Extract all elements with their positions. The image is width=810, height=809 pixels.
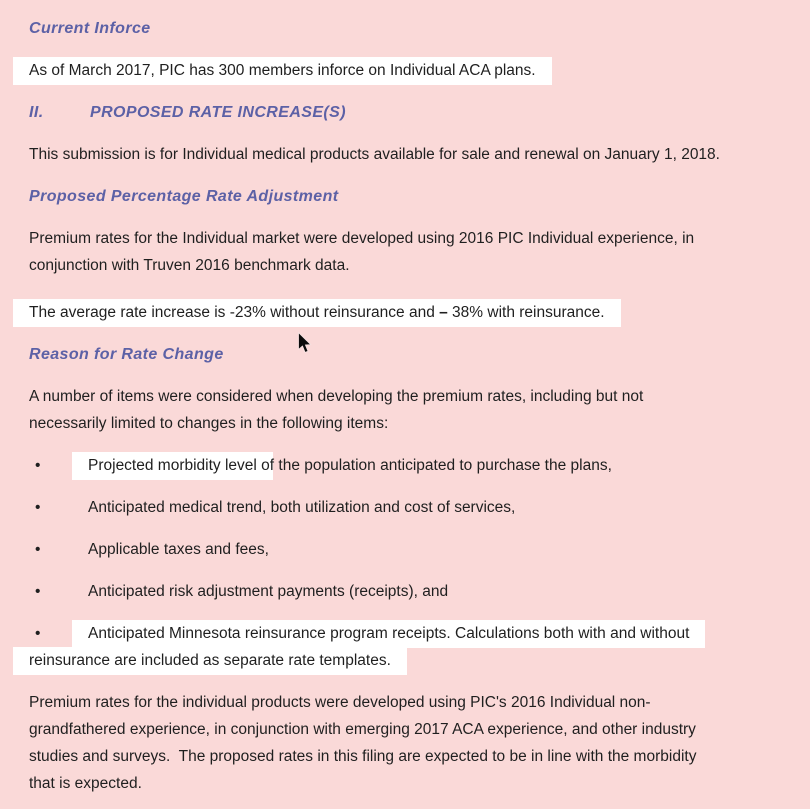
text-run: Anticipated medical trend, both utilization and cost of services,: [88, 499, 516, 516]
text-run: of the population anticipated to purchase the plans,: [256, 457, 612, 474]
heading-text: Proposed Percentage Rate Adjustment: [29, 188, 339, 205]
bullet-item-line: [29, 536, 781, 563]
bullet-marker: •: [35, 583, 41, 600]
submission-scope-paragraph: [29, 141, 781, 168]
bullet-taxes-fees: [29, 536, 781, 563]
paragraph-line: [29, 689, 781, 716]
text-run: This submission is for Individual medical products available for sale and renewal on January 1, 2018.: [29, 146, 720, 163]
text-run: grandfathered experience, in conjunction with emerging 2017 ACA experience, and other industry: [29, 721, 696, 738]
highlighted-text: As of March 2017, PIC has 300 members inforce on Individual ACA plans.: [13, 57, 552, 85]
highlighted-text: The average rate increase is -23% without reinsurance and: [13, 299, 439, 327]
text-run: Applicable taxes and fees,: [88, 541, 269, 558]
section-number: II.: [29, 104, 44, 121]
highlighted-text: Anticipated Minnesota reinsurance program receipts. Calculations both with and without: [72, 620, 705, 648]
paragraph-line: [29, 252, 781, 279]
paragraph-line: [29, 743, 781, 770]
premium-rates-development-paragraph: [29, 225, 781, 279]
paragraph-line: [29, 141, 781, 168]
bullet-marker: •: [35, 625, 41, 642]
text-run: that is expected.: [29, 775, 142, 792]
bullet-item-line: [29, 494, 781, 521]
paragraph-line: [29, 716, 781, 743]
highlighted-text: 38% with reinsurance.: [448, 299, 621, 327]
bullet-risk-adjustment: [29, 578, 781, 605]
text-run: Anticipated risk adjustment payments (receipts), and: [88, 583, 449, 600]
paragraph-line: [29, 410, 781, 437]
bullet-marker: •: [35, 457, 41, 474]
heading-text: PROPOSED RATE INCREASE(S): [90, 104, 346, 121]
cursor-arrow-icon: [297, 332, 312, 353]
bullet-item-line: [29, 452, 781, 479]
text-run: A number of items were considered when developing the premium rates, including but not: [29, 388, 644, 405]
paragraph-line: [29, 647, 781, 674]
paragraph-line: [29, 57, 781, 84]
premium-rates-final-paragraph: [29, 689, 781, 797]
text-run: studies and surveys. The proposed rates in this filing are expected to be in line with the morbidity: [29, 748, 697, 765]
paragraph-line: [29, 225, 781, 252]
paragraph-line: [29, 770, 781, 797]
inforce-members-statement: [29, 57, 781, 84]
paragraph-line: [29, 383, 781, 410]
section-heading-proposed-rate-increases: [29, 104, 781, 121]
text-run: Premium rates for the Individual market were developed using 2016 PIC Individual experience, in: [29, 230, 695, 247]
proposed-percentage-rate-adjustment-heading: [29, 188, 781, 205]
current-inforce-heading: [29, 20, 781, 37]
bullet-item-line: [29, 578, 781, 605]
highlighted-text: reinsurance are included as separate rate templates.: [13, 647, 407, 675]
bullet-minnesota-reinsurance: [29, 620, 781, 674]
text-run: necessarily limited to changes in the following items:: [29, 415, 389, 432]
bullet-medical-trend: [29, 494, 781, 521]
highlighted-text: –: [439, 299, 448, 327]
paragraph-line: [29, 299, 781, 326]
reason-for-rate-change-heading: [29, 346, 781, 363]
bullet-marker: •: [35, 499, 41, 516]
text-run: Premium rates for the individual products were developed using PIC's 2016 Individual non-: [29, 694, 651, 711]
bullet-item-line: [29, 620, 781, 647]
heading-text: Current Inforce: [29, 20, 151, 37]
bullet-projected-morbidity: [29, 452, 781, 479]
text-run: conjunction with Truven 2016 benchmark data.: [29, 257, 350, 274]
mouse-cursor: [297, 332, 312, 353]
bullet-marker: •: [35, 541, 41, 558]
average-rate-increase-statement: [29, 299, 781, 326]
heading-text: Reason for Rate Change: [29, 346, 224, 363]
highlighted-text: Projected morbidity level: [72, 452, 273, 480]
items-considered-paragraph: [29, 383, 781, 437]
